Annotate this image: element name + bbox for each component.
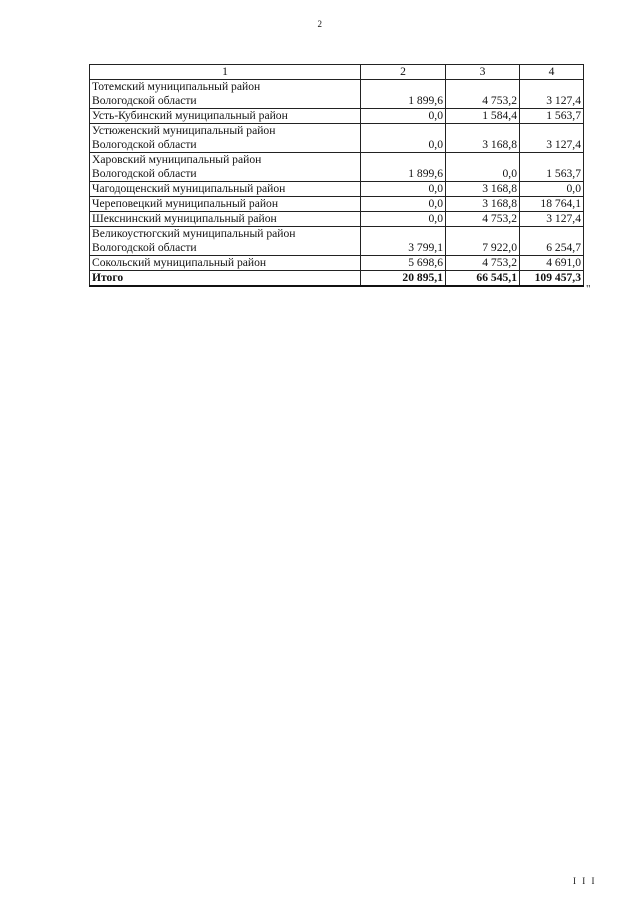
district-name: Шекснинский муниципальный район: [90, 212, 361, 227]
value-col-3: 4 753,2: [446, 80, 520, 109]
value-col-3: 3 168,8: [446, 124, 520, 153]
value-col-2: 0,0: [361, 109, 446, 124]
district-name: Устюженский муниципальный район Вологодской области: [90, 124, 361, 153]
district-name: Харовский муниципальный район Вологодской области: [90, 153, 361, 182]
value-col-4: 18 764,1: [520, 197, 584, 212]
value-col-3: 0,0: [446, 153, 520, 182]
column-header-2: 2: [361, 65, 446, 80]
page-number: 2: [317, 19, 323, 29]
column-header-1: 1: [90, 65, 361, 80]
value-col-4: 3 127,4: [520, 80, 584, 109]
value-col-2: 5 698,6: [361, 256, 446, 271]
value-col-3: 3 168,8: [446, 197, 520, 212]
value-col-4: 3 127,4: [520, 124, 584, 153]
value-col-4: 4 691,0: [520, 256, 584, 271]
value-col-3: 3 168,8: [446, 182, 520, 197]
table-row: [90, 212, 584, 227]
value-col-4: 1 563,7: [520, 153, 584, 182]
district-name: Усть-Кубинский муниципальный район: [90, 109, 361, 124]
value-col-2: 1 899,6: [361, 80, 446, 109]
district-name: Великоустюгский муниципальный район Вологодской области: [90, 227, 361, 256]
footer-mark: I I I: [573, 876, 597, 886]
table-header-row: [90, 65, 584, 80]
table-row: [90, 80, 584, 109]
value-col-3: 1 584,4: [446, 109, 520, 124]
total-label: Итого: [90, 271, 361, 287]
total-col-3: 66 545,1: [446, 271, 520, 287]
budget-table: [89, 64, 584, 287]
value-col-4: 1 563,7: [520, 109, 584, 124]
value-col-4: 0,0: [520, 182, 584, 197]
value-col-2: 0,0: [361, 212, 446, 227]
district-name: Череповецкий муниципальный район: [90, 197, 361, 212]
closing-quote: ": [586, 283, 591, 295]
value-col-2: 0,0: [361, 197, 446, 212]
table-row: [90, 256, 584, 271]
district-name: Тотемский муниципальный район Вологодской области: [90, 80, 361, 109]
total-col-2: 20 895,1: [361, 271, 446, 287]
value-col-4: 6 254,7: [520, 227, 584, 256]
table-row: [90, 109, 584, 124]
value-col-4: 3 127,4: [520, 212, 584, 227]
value-col-2: 1 899,6: [361, 153, 446, 182]
value-col-2: 3 799,1: [361, 227, 446, 256]
value-col-3: 7 922,0: [446, 227, 520, 256]
total-col-4: 109 457,3: [520, 271, 584, 287]
table-row: [90, 124, 584, 153]
value-col-2: 0,0: [361, 124, 446, 153]
table-row: [90, 153, 584, 182]
value-col-3: 4 753,2: [446, 212, 520, 227]
district-name: Чагодощенский муниципальный район: [90, 182, 361, 197]
table-row: [90, 197, 584, 212]
table-row: [90, 182, 584, 197]
value-col-3: 4 753,2: [446, 256, 520, 271]
column-header-4: 4: [520, 65, 584, 80]
value-col-2: 0,0: [361, 182, 446, 197]
column-header-3: 3: [446, 65, 520, 80]
total-row: [90, 271, 584, 287]
table-row: [90, 227, 584, 256]
district-name: Сокольский муниципальный район: [90, 256, 361, 271]
